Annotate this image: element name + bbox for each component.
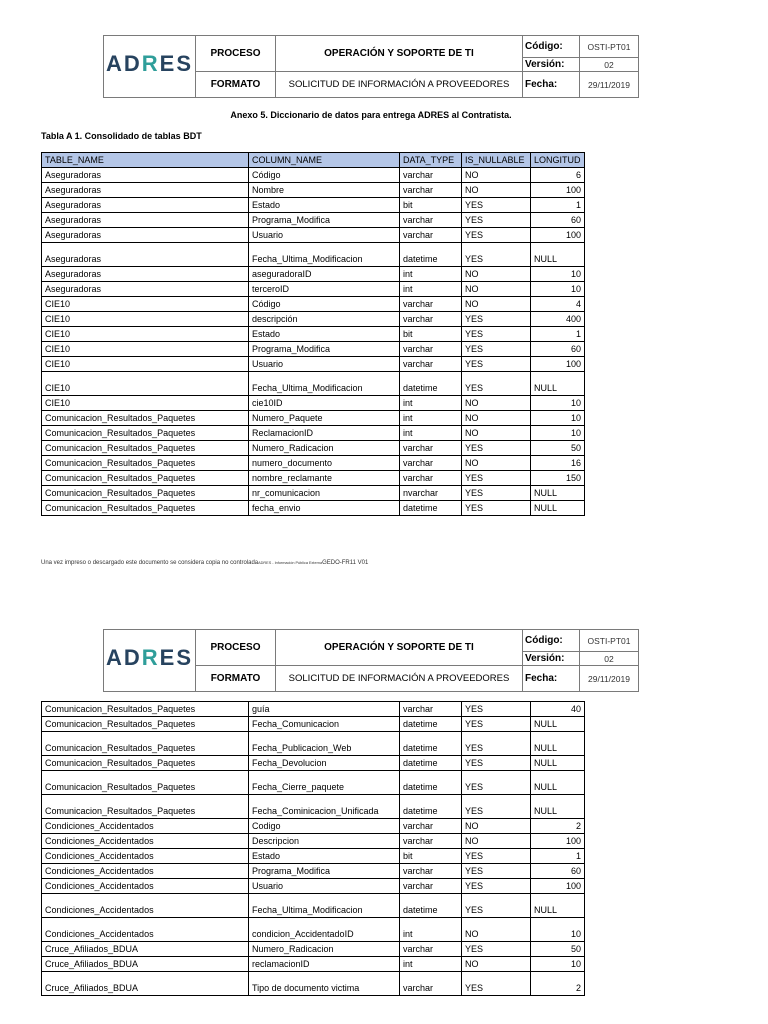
cell-table-name: CIE10 bbox=[42, 327, 249, 342]
cell-longitud: 400 bbox=[531, 312, 585, 327]
cell-data-type: bit bbox=[400, 327, 462, 342]
cell-is-nullable: NO bbox=[462, 396, 531, 411]
cell-column-name: Estado bbox=[249, 198, 400, 213]
cell-is-nullable: YES bbox=[462, 864, 531, 879]
cell-is-nullable: NO bbox=[462, 918, 531, 942]
cell-data-type: int bbox=[400, 426, 462, 441]
cell-data-type: datetime bbox=[400, 717, 462, 732]
table-row bbox=[42, 456, 585, 471]
table-row bbox=[42, 972, 585, 996]
cell-column-name: descripción bbox=[249, 312, 400, 327]
anexo-title: Anexo 5. Diccionario de datos para entrega ADRES al Contratista. bbox=[230, 110, 512, 120]
cell-longitud: NULL bbox=[531, 486, 585, 501]
cell-column-name: Numero_Radicacion bbox=[249, 441, 400, 456]
cell-column-name: Fecha_Devolucion bbox=[249, 756, 400, 771]
cell-table-name: Condiciones_Accidentados bbox=[42, 918, 249, 942]
cell-is-nullable: YES bbox=[462, 243, 531, 267]
cell-table-name: Cruce_Afiliados_BDUA bbox=[42, 942, 249, 957]
cell-data-type: varchar bbox=[400, 213, 462, 228]
table-row bbox=[42, 297, 585, 312]
cell-is-nullable: YES bbox=[462, 702, 531, 717]
cell-longitud: 50 bbox=[531, 942, 585, 957]
cell-column-name: condicion_AccidentadoID bbox=[249, 918, 400, 942]
table-row bbox=[42, 879, 585, 894]
cell-data-type: varchar bbox=[400, 942, 462, 957]
cell-column-name: Fecha_Comunicacion bbox=[249, 717, 400, 732]
cell-table-name: Aseguradoras bbox=[42, 228, 249, 243]
table-row bbox=[42, 426, 585, 441]
cell-longitud: 10 bbox=[531, 282, 585, 297]
cell-longitud: NULL bbox=[531, 795, 585, 819]
cell-longitud: 10 bbox=[531, 411, 585, 426]
cell-is-nullable: NO bbox=[462, 168, 531, 183]
cell-data-type: varchar bbox=[400, 819, 462, 834]
table-row bbox=[42, 732, 585, 756]
cell-is-nullable: YES bbox=[462, 894, 531, 918]
column-header: TABLE_NAME bbox=[42, 153, 249, 168]
cell-longitud: 10 bbox=[531, 957, 585, 972]
table-row bbox=[42, 243, 585, 267]
cell-table-name: Comunicacion_Resultados_Paquetes bbox=[42, 441, 249, 456]
cell-table-name: Comunicacion_Resultados_Paquetes bbox=[42, 471, 249, 486]
cell-table-name: CIE10 bbox=[42, 312, 249, 327]
cell-longitud: 50 bbox=[531, 441, 585, 456]
cell-table-name: CIE10 bbox=[42, 297, 249, 312]
cell-longitud: 100 bbox=[531, 183, 585, 198]
cell-is-nullable: YES bbox=[462, 228, 531, 243]
cell-is-nullable: YES bbox=[462, 771, 531, 795]
cell-data-type: bit bbox=[400, 849, 462, 864]
cell-is-nullable: NO bbox=[462, 267, 531, 282]
cell-column-name: cie10ID bbox=[249, 396, 400, 411]
proceso-label: PROCESO bbox=[196, 630, 276, 666]
cell-is-nullable: YES bbox=[462, 372, 531, 396]
table-row bbox=[42, 849, 585, 864]
cell-longitud: NULL bbox=[531, 501, 585, 516]
cell-table-name: Aseguradoras bbox=[42, 183, 249, 198]
cell-longitud: 100 bbox=[531, 834, 585, 849]
cell-table-name: Aseguradoras bbox=[42, 282, 249, 297]
cell-data-type: datetime bbox=[400, 372, 462, 396]
cell-data-type: varchar bbox=[400, 357, 462, 372]
cell-is-nullable: NO bbox=[462, 957, 531, 972]
cell-table-name: Condiciones_Accidentados bbox=[42, 894, 249, 918]
cell-data-type: varchar bbox=[400, 834, 462, 849]
cell-is-nullable: YES bbox=[462, 486, 531, 501]
cell-column-name: Programa_Modifica bbox=[249, 342, 400, 357]
cell-longitud: 100 bbox=[531, 357, 585, 372]
table-row bbox=[42, 894, 585, 918]
cell-column-name: Programa_Modifica bbox=[249, 864, 400, 879]
cell-table-name: Condiciones_Accidentados bbox=[42, 834, 249, 849]
cell-column-name: fecha_envio bbox=[249, 501, 400, 516]
cell-column-name: aseguradoraID bbox=[249, 267, 400, 282]
table-row bbox=[42, 198, 585, 213]
cell-column-name: Numero_Paquete bbox=[249, 411, 400, 426]
cell-is-nullable: NO bbox=[462, 411, 531, 426]
version-value: 02 bbox=[580, 652, 639, 666]
cell-data-type: varchar bbox=[400, 441, 462, 456]
fecha-value: 29/11/2019 bbox=[580, 72, 639, 98]
table-row bbox=[42, 168, 585, 183]
fecha-label: Fecha: bbox=[523, 666, 580, 692]
cell-table-name: Aseguradoras bbox=[42, 243, 249, 267]
cell-table-name: Comunicacion_Resultados_Paquetes bbox=[42, 411, 249, 426]
cell-longitud: 1 bbox=[531, 327, 585, 342]
cell-column-name: numero_documento bbox=[249, 456, 400, 471]
cell-data-type: varchar bbox=[400, 879, 462, 894]
cell-column-name: Fecha_Ultima_Modificacion bbox=[249, 243, 400, 267]
cell-column-name: Usuario bbox=[249, 879, 400, 894]
cell-longitud: 100 bbox=[531, 228, 585, 243]
cell-column-name: Numero_Radicacion bbox=[249, 942, 400, 957]
cell-data-type: int bbox=[400, 282, 462, 297]
cell-longitud: NULL bbox=[531, 756, 585, 771]
proceso-label: PROCESO bbox=[196, 36, 276, 72]
cell-longitud: 60 bbox=[531, 213, 585, 228]
cell-table-name: Comunicacion_Resultados_Paquetes bbox=[42, 486, 249, 501]
cell-longitud: 1 bbox=[531, 849, 585, 864]
formato-label: FORMATO bbox=[196, 666, 276, 692]
cell-longitud: 2 bbox=[531, 972, 585, 996]
cell-table-name: CIE10 bbox=[42, 396, 249, 411]
cell-is-nullable: YES bbox=[462, 942, 531, 957]
cell-data-type: varchar bbox=[400, 972, 462, 996]
table-row bbox=[42, 267, 585, 282]
cell-is-nullable: YES bbox=[462, 795, 531, 819]
table-row bbox=[42, 501, 585, 516]
cell-longitud: NULL bbox=[531, 372, 585, 396]
cell-data-type: varchar bbox=[400, 183, 462, 198]
table-title: Tabla A 1. Consolidado de tablas BDT bbox=[41, 131, 202, 141]
codigo-value: OSTI-PT01 bbox=[580, 630, 639, 652]
proceso-value: OPERACIÓN Y SOPORTE DE TI bbox=[276, 630, 523, 666]
cell-data-type: int bbox=[400, 267, 462, 282]
data-dictionary-table bbox=[41, 152, 585, 516]
cell-longitud: 10 bbox=[531, 918, 585, 942]
cell-data-type: datetime bbox=[400, 795, 462, 819]
cell-column-name: Estado bbox=[249, 849, 400, 864]
codigo-value: OSTI-PT01 bbox=[580, 36, 639, 58]
cell-column-name: Descripcion bbox=[249, 834, 400, 849]
cell-longitud: 6 bbox=[531, 168, 585, 183]
cell-column-name: Nombre bbox=[249, 183, 400, 198]
table-row bbox=[42, 312, 585, 327]
cell-is-nullable: NO bbox=[462, 297, 531, 312]
cell-table-name: Condiciones_Accidentados bbox=[42, 849, 249, 864]
footer-note bbox=[41, 560, 368, 566]
cell-column-name: Código bbox=[249, 297, 400, 312]
cell-longitud: 40 bbox=[531, 702, 585, 717]
cell-longitud: 10 bbox=[531, 267, 585, 282]
table-row bbox=[42, 942, 585, 957]
cell-data-type: datetime bbox=[400, 501, 462, 516]
table-row bbox=[42, 717, 585, 732]
table-row bbox=[42, 819, 585, 834]
cell-table-name: Cruce_Afiliados_BDUA bbox=[42, 972, 249, 996]
column-header: DATA_TYPE bbox=[400, 153, 462, 168]
cell-column-name: Fecha_Ultima_Modificacion bbox=[249, 894, 400, 918]
cell-longitud: NULL bbox=[531, 243, 585, 267]
fecha-value: 29/11/2019 bbox=[580, 666, 639, 692]
fecha-label: Fecha: bbox=[523, 72, 580, 98]
cell-data-type: datetime bbox=[400, 756, 462, 771]
table-row bbox=[42, 957, 585, 972]
cell-data-type: datetime bbox=[400, 771, 462, 795]
cell-longitud: 60 bbox=[531, 342, 585, 357]
table-row bbox=[42, 771, 585, 795]
cell-longitud: NULL bbox=[531, 717, 585, 732]
cell-data-type: varchar bbox=[400, 456, 462, 471]
cell-data-type: varchar bbox=[400, 228, 462, 243]
table-row bbox=[42, 342, 585, 357]
cell-is-nullable: NO bbox=[462, 282, 531, 297]
formato-value: SOLICITUD DE INFORMACIÓN A PROVEEDORES bbox=[276, 666, 523, 692]
cell-table-name: Comunicacion_Resultados_Paquetes bbox=[42, 795, 249, 819]
table-row bbox=[42, 471, 585, 486]
formato-label: FORMATO bbox=[196, 72, 276, 98]
cell-longitud: 100 bbox=[531, 879, 585, 894]
cell-data-type: varchar bbox=[400, 702, 462, 717]
cell-data-type: bit bbox=[400, 198, 462, 213]
footer-code: GEDO-FR11 V01 bbox=[322, 560, 369, 566]
table-row bbox=[42, 795, 585, 819]
codigo-label: Código: bbox=[523, 630, 580, 652]
table-row bbox=[42, 327, 585, 342]
cell-is-nullable: YES bbox=[462, 972, 531, 996]
cell-data-type: datetime bbox=[400, 894, 462, 918]
column-header: LONGITUD bbox=[531, 153, 585, 168]
cell-column-name: guía bbox=[249, 702, 400, 717]
cell-is-nullable: YES bbox=[462, 501, 531, 516]
cell-is-nullable: YES bbox=[462, 312, 531, 327]
cell-column-name: Fecha_Publicacion_Web bbox=[249, 732, 400, 756]
cell-table-name: Comunicacion_Resultados_Paquetes bbox=[42, 771, 249, 795]
cell-table-name: Condiciones_Accidentados bbox=[42, 879, 249, 894]
cell-data-type: int bbox=[400, 396, 462, 411]
cell-column-name: nombre_reclamante bbox=[249, 471, 400, 486]
column-header: IS_NULLABLE bbox=[462, 153, 531, 168]
cell-longitud: 150 bbox=[531, 471, 585, 486]
cell-table-name: Aseguradoras bbox=[42, 198, 249, 213]
cell-table-name: Comunicacion_Resultados_Paquetes bbox=[42, 501, 249, 516]
cell-is-nullable: NO bbox=[462, 819, 531, 834]
cell-data-type: varchar bbox=[400, 168, 462, 183]
cell-column-name: reclamacionID bbox=[249, 957, 400, 972]
cell-column-name: Código bbox=[249, 168, 400, 183]
cell-column-name: Fecha_Ultima_Modificacion bbox=[249, 372, 400, 396]
column-header: COLUMN_NAME bbox=[249, 153, 400, 168]
table-row bbox=[42, 756, 585, 771]
table-row bbox=[42, 834, 585, 849]
cell-data-type: int bbox=[400, 411, 462, 426]
cell-longitud: 10 bbox=[531, 426, 585, 441]
cell-longitud: 10 bbox=[531, 396, 585, 411]
cell-data-type: int bbox=[400, 957, 462, 972]
cell-table-name: CIE10 bbox=[42, 342, 249, 357]
cell-column-name: Fecha_Cierre_paquete bbox=[249, 771, 400, 795]
cell-table-name: Comunicacion_Resultados_Paquetes bbox=[42, 732, 249, 756]
cell-table-name: Aseguradoras bbox=[42, 168, 249, 183]
table-row bbox=[42, 441, 585, 456]
cell-longitud: NULL bbox=[531, 894, 585, 918]
cell-data-type: nvarchar bbox=[400, 486, 462, 501]
cell-is-nullable: YES bbox=[462, 756, 531, 771]
document-header-page2 bbox=[103, 629, 639, 692]
proceso-value: OPERACIÓN Y SOPORTE DE TI bbox=[276, 36, 523, 72]
cell-is-nullable: YES bbox=[462, 471, 531, 486]
adres-logo: ADRES bbox=[104, 630, 196, 692]
cell-is-nullable: YES bbox=[462, 198, 531, 213]
table-row bbox=[42, 918, 585, 942]
cell-is-nullable: YES bbox=[462, 879, 531, 894]
cell-column-name: Tipo de documento victima bbox=[249, 972, 400, 996]
table-header-row bbox=[42, 153, 585, 168]
cell-is-nullable: YES bbox=[462, 327, 531, 342]
cell-longitud: 1 bbox=[531, 198, 585, 213]
cell-column-name: nr_comunicacion bbox=[249, 486, 400, 501]
cell-is-nullable: YES bbox=[462, 357, 531, 372]
table-row bbox=[42, 864, 585, 879]
cell-table-name: Cruce_Afiliados_BDUA bbox=[42, 957, 249, 972]
cell-is-nullable: YES bbox=[462, 441, 531, 456]
cell-data-type: datetime bbox=[400, 243, 462, 267]
document-header bbox=[103, 35, 639, 98]
cell-data-type: int bbox=[400, 918, 462, 942]
cell-longitud: 2 bbox=[531, 819, 585, 834]
table-row bbox=[42, 183, 585, 198]
cell-table-name: Comunicacion_Resultados_Paquetes bbox=[42, 756, 249, 771]
table-row bbox=[42, 213, 585, 228]
cell-longitud: 60 bbox=[531, 864, 585, 879]
table-row bbox=[42, 372, 585, 396]
cell-column-name: Estado bbox=[249, 327, 400, 342]
cell-column-name: Fecha_Cominicacion_Unificada bbox=[249, 795, 400, 819]
cell-data-type: varchar bbox=[400, 864, 462, 879]
version-label: Versión: bbox=[523, 652, 580, 666]
cell-is-nullable: NO bbox=[462, 183, 531, 198]
table-row bbox=[42, 357, 585, 372]
table-row bbox=[42, 396, 585, 411]
cell-table-name: CIE10 bbox=[42, 372, 249, 396]
table-row bbox=[42, 486, 585, 501]
cell-column-name: Codigo bbox=[249, 819, 400, 834]
cell-data-type: varchar bbox=[400, 342, 462, 357]
table-row bbox=[42, 228, 585, 243]
cell-column-name: terceroID bbox=[249, 282, 400, 297]
cell-table-name: Condiciones_Accidentados bbox=[42, 864, 249, 879]
cell-table-name: Aseguradoras bbox=[42, 267, 249, 282]
cell-longitud: 4 bbox=[531, 297, 585, 312]
cell-table-name: Comunicacion_Resultados_Paquetes bbox=[42, 702, 249, 717]
cell-data-type: varchar bbox=[400, 471, 462, 486]
cell-is-nullable: NO bbox=[462, 426, 531, 441]
footer-text: Una vez impreso o descargado este documento se considera copia no controlada bbox=[41, 560, 259, 566]
cell-column-name: Usuario bbox=[249, 357, 400, 372]
version-value: 02 bbox=[580, 58, 639, 72]
data-dictionary-table-continued bbox=[41, 701, 585, 996]
cell-table-name: Comunicacion_Resultados_Paquetes bbox=[42, 717, 249, 732]
cell-table-name: CIE10 bbox=[42, 357, 249, 372]
table-row bbox=[42, 702, 585, 717]
footer-classification: ADRES - Información Pública Externa bbox=[258, 561, 323, 565]
cell-data-type: varchar bbox=[400, 312, 462, 327]
cell-column-name: Usuario bbox=[249, 228, 400, 243]
cell-is-nullable: YES bbox=[462, 213, 531, 228]
cell-is-nullable: YES bbox=[462, 342, 531, 357]
adres-logo: ADRES bbox=[104, 36, 196, 98]
cell-is-nullable: NO bbox=[462, 456, 531, 471]
cell-column-name: Programa_Modifica bbox=[249, 213, 400, 228]
cell-table-name: Aseguradoras bbox=[42, 213, 249, 228]
cell-table-name: Condiciones_Accidentados bbox=[42, 819, 249, 834]
cell-is-nullable: YES bbox=[462, 849, 531, 864]
cell-is-nullable: YES bbox=[462, 717, 531, 732]
cell-column-name: ReclamacionID bbox=[249, 426, 400, 441]
version-label: Versión: bbox=[523, 58, 580, 72]
cell-longitud: NULL bbox=[531, 732, 585, 756]
table-row bbox=[42, 411, 585, 426]
cell-data-type: datetime bbox=[400, 732, 462, 756]
cell-table-name: Comunicacion_Resultados_Paquetes bbox=[42, 426, 249, 441]
cell-longitud: 16 bbox=[531, 456, 585, 471]
formato-value: SOLICITUD DE INFORMACIÓN A PROVEEDORES bbox=[276, 72, 523, 98]
codigo-label: Código: bbox=[523, 36, 580, 58]
cell-longitud: NULL bbox=[531, 771, 585, 795]
table-row bbox=[42, 282, 585, 297]
cell-is-nullable: NO bbox=[462, 834, 531, 849]
cell-table-name: Comunicacion_Resultados_Paquetes bbox=[42, 456, 249, 471]
cell-is-nullable: YES bbox=[462, 732, 531, 756]
cell-data-type: varchar bbox=[400, 297, 462, 312]
